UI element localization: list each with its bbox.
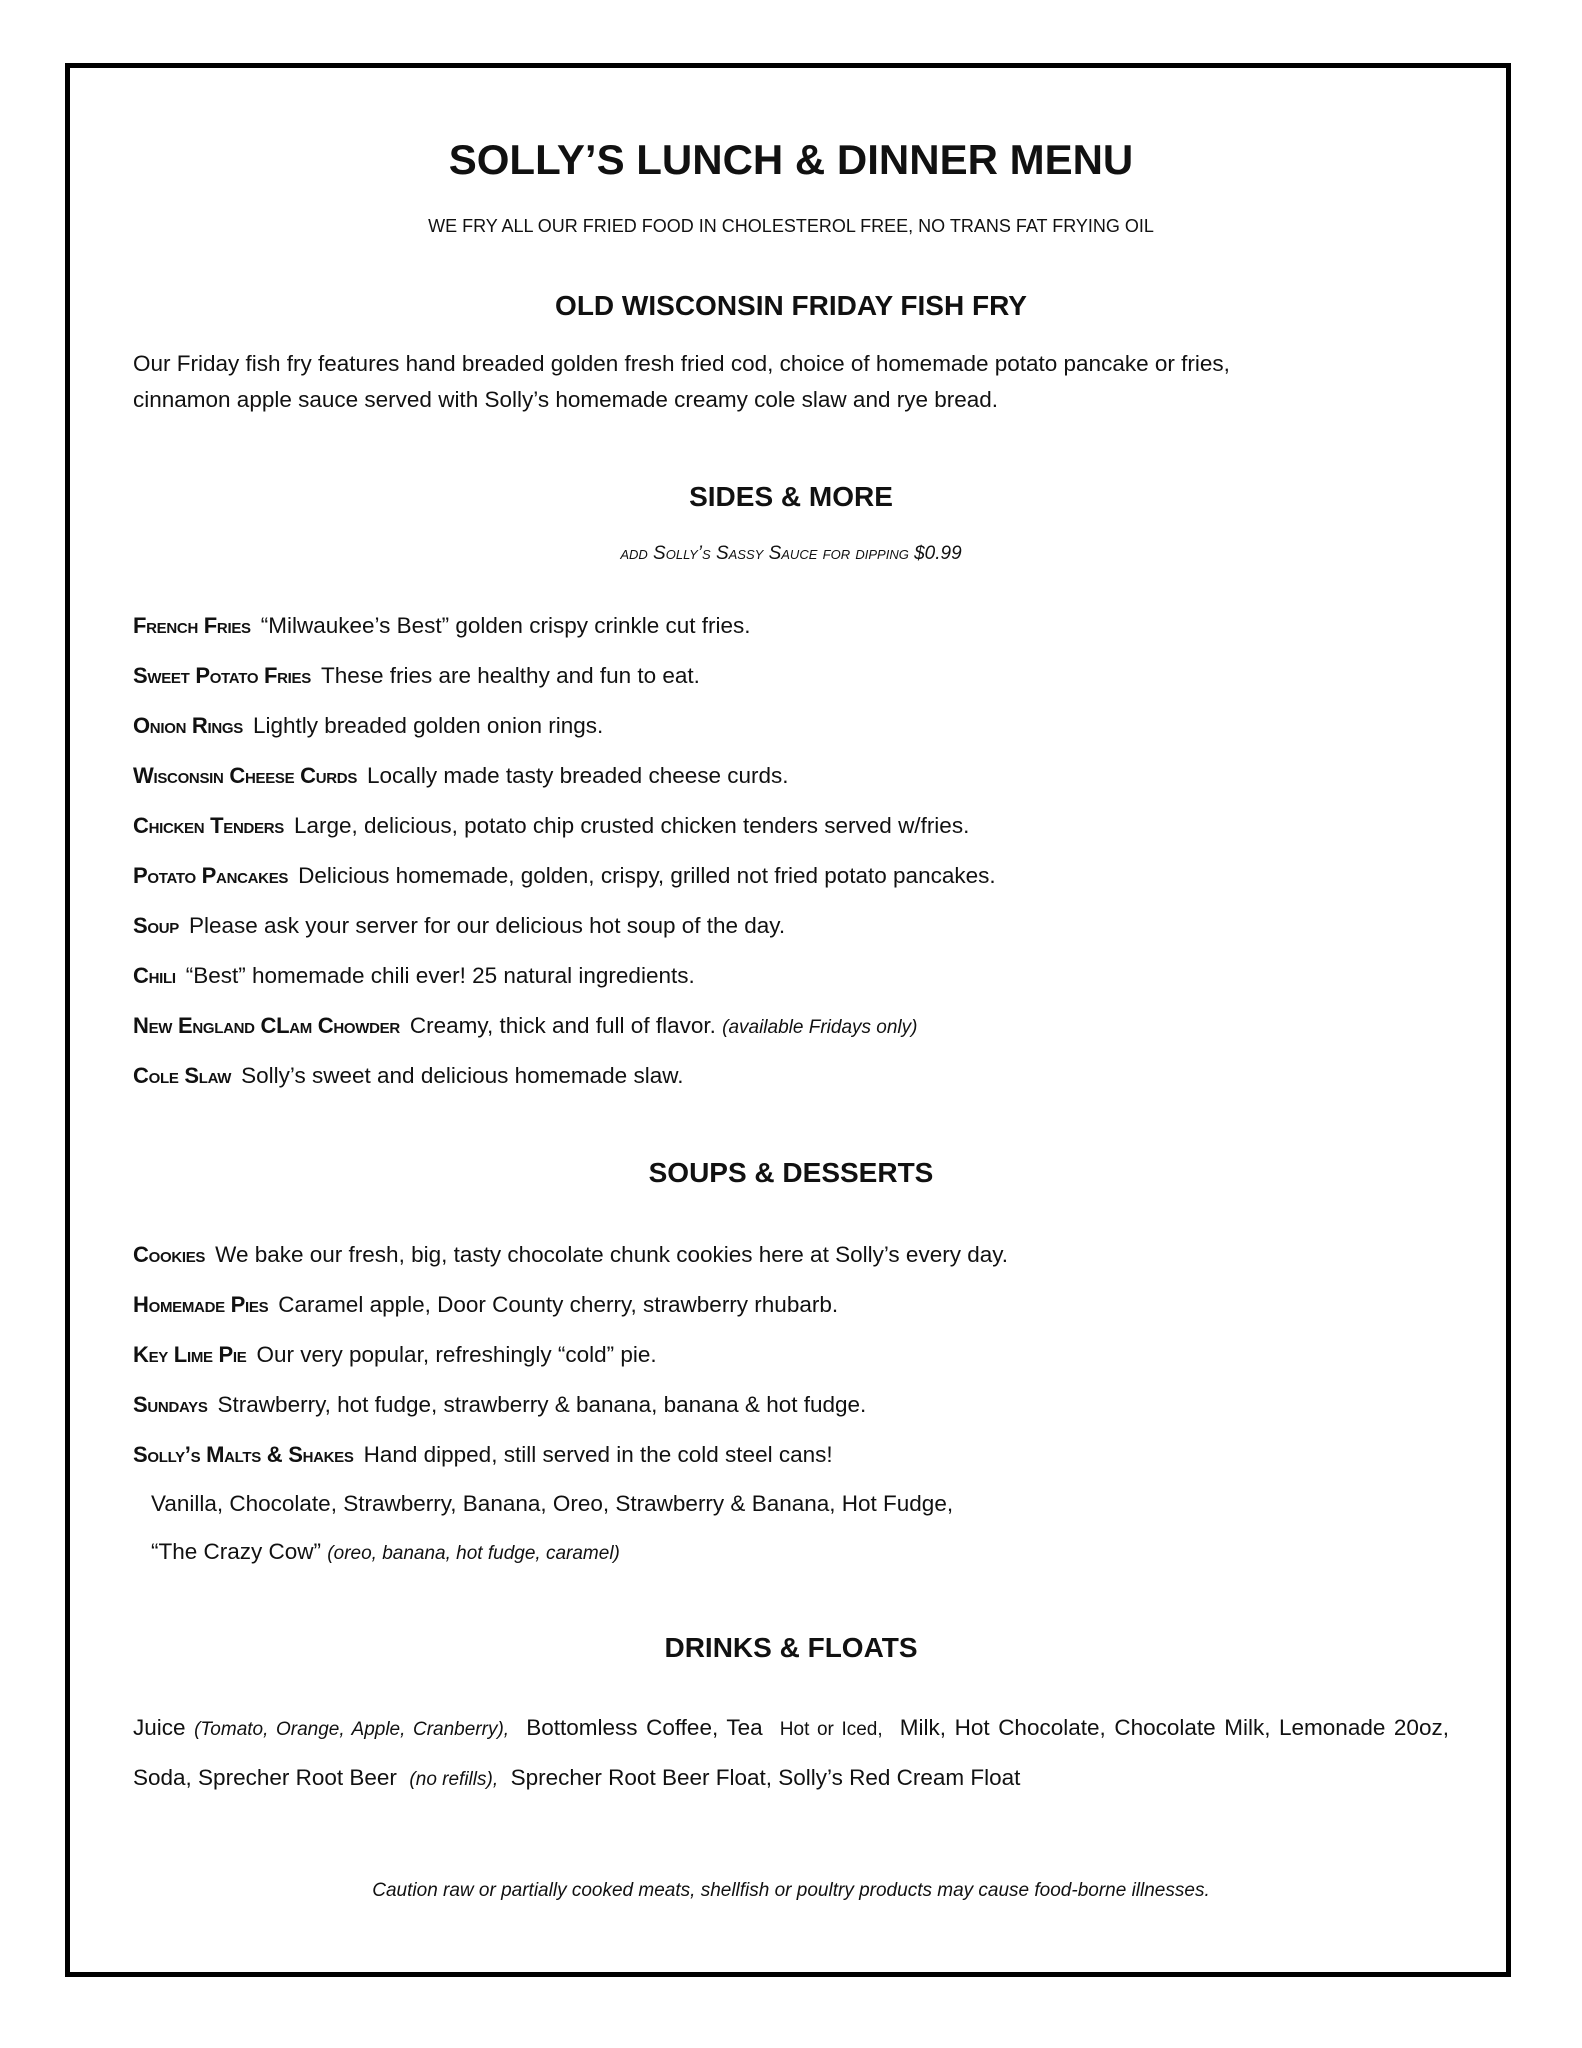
drinks-list [133, 1704, 1449, 1804]
shake-flavors: Vanilla, Chocolate, Strawberry, Banana, Oreo, Strawberry & Banana, Hot Fudge, [151, 1491, 954, 1516]
menu-item [133, 651, 1449, 701]
item-name: Chili [133, 963, 176, 988]
item-description: We bake our fresh, big, tasty chocolate chunk cookies here at Solly’s every day. [215, 1242, 1009, 1267]
fish-fry-line-2: cinnamon apple sauce served with Solly’s homemade creamy cole slaw and rye bread. [133, 387, 999, 412]
item-description: These fries are healthy and fun to eat. [320, 663, 700, 688]
item-name: Soup [133, 913, 179, 938]
menu-item [133, 801, 1449, 851]
item-name: Homemade Pies [133, 1292, 269, 1317]
fish-fry-line-1: Our Friday fish fry features hand breaded golden fresh fried cod, choice of homemade potato pancake or fries, [133, 351, 1230, 376]
crazy-cow-flavor [133, 1528, 1449, 1576]
crazy-cow-name: “The Crazy Cow” [151, 1539, 322, 1564]
menu-item [133, 951, 1449, 1001]
soups-desserts-list [133, 1230, 1449, 1576]
root-beer-note: (no refills), [409, 1769, 499, 1790]
fish-fry-description [133, 346, 1449, 418]
item-description: Locally made tasty breaded cheese curds. [367, 763, 789, 788]
soups-desserts-heading: SOUPS & DESSERTS [648, 1157, 934, 1188]
item-description: Creamy, thick and full of flavor. [409, 1013, 716, 1038]
sassy-sauce-note: add Solly’s Sassy Sauce for dipping $0.99 [620, 543, 962, 564]
menu-item [133, 901, 1449, 951]
sides-heading: SIDES & MORE [689, 481, 893, 512]
item-description: Caramel apple, Door County cherry, strawberry rhubarb. [278, 1292, 839, 1317]
menu-item [133, 751, 1449, 801]
item-name: Key Lime Pie [133, 1342, 247, 1367]
item-description: Strawberry, hot fudge, strawberry & banana, banana & hot fudge. [217, 1392, 867, 1417]
item-name: Wisconsin Cheese Curds [133, 763, 358, 788]
drinks-heading: DRINKS & FLOATS [664, 1632, 918, 1663]
sides-list [133, 601, 1449, 1101]
menu-item [133, 1380, 1449, 1430]
item-name: Cole Slaw [133, 1063, 232, 1088]
item-name: Cookies [133, 1242, 206, 1267]
item-name: Chicken Tenders [133, 813, 284, 838]
item-availability-note: (available Fridays only) [722, 1017, 918, 1038]
item-description: “Milwaukee’s Best” golden crispy crinkle cut fries. [260, 613, 751, 638]
menu-item [133, 601, 1449, 651]
item-description: Delicious homemade, golden, crispy, grilled not fried potato pancakes. [298, 863, 996, 888]
item-description: Large, delicious, potato chip crusted chicken tenders served w/fries. [293, 813, 970, 838]
drink-juice: Juice [133, 1715, 186, 1740]
item-description: Hand dipped, still served in the cold steel cans! [363, 1442, 833, 1467]
fish-fry-heading: OLD WISCONSIN FRIDAY FISH FRY [555, 290, 1027, 321]
menu-item [133, 1230, 1449, 1280]
item-description: Solly’s sweet and delicious homemade slaw. [241, 1063, 684, 1088]
drink-list-2: Sprecher Root Beer Float, Solly’s Red Cream Float [510, 1765, 1021, 1790]
food-safety-caution: Caution raw or partially cooked meats, shellfish or poultry products may cause food-borne illnesses. [372, 1880, 1210, 1901]
juice-note: (Tomato, Orange, Apple, Cranberry), [194, 1719, 510, 1740]
item-description: Lightly breaded golden onion rings. [253, 713, 604, 738]
menu-item [133, 1051, 1449, 1101]
tea-note: Hot or Iced, [779, 1719, 883, 1740]
menu-item [133, 1330, 1449, 1380]
menu-item [133, 851, 1449, 901]
item-name: French Fries [133, 613, 251, 638]
item-description: Our very popular, refreshingly “cold” pie. [256, 1342, 657, 1367]
drink-list-1: Milk, Hot Chocolate, Chocolate Milk, Lemonade 20oz, Soda, Sprecher Root Beer [133, 1715, 1449, 1790]
item-name: Potato Pancakes [133, 863, 289, 888]
menu-item [133, 1001, 1449, 1051]
menu-item [133, 701, 1449, 751]
menu-item [133, 1280, 1449, 1330]
menu-item [133, 1430, 1449, 1480]
item-name: Sweet Potato Fries [133, 663, 311, 688]
frying-oil-notice: WE FRY ALL OUR FRIED FOOD IN CHOLESTEROL FREE, NO TRANS FAT FRYING OIL [428, 216, 1154, 236]
item-description: “Best” homemade chili ever! 25 natural ingredients. [185, 963, 695, 988]
item-description: Please ask your server for our delicious hot soup of the day. [188, 913, 786, 938]
item-name: Onion Rings [133, 713, 243, 738]
drink-coffee-tea: Bottomless Coffee, Tea [526, 1715, 763, 1740]
menu-title: SOLLY’S LUNCH & DINNER MENU [448, 136, 1134, 183]
item-name: Solly’s Malts & Shakes [133, 1442, 354, 1467]
crazy-cow-note: (oreo, banana, hot fudge, caramel) [327, 1543, 620, 1564]
item-name: New England CLam Chowder [133, 1013, 400, 1038]
item-name: Sundays [133, 1392, 208, 1417]
